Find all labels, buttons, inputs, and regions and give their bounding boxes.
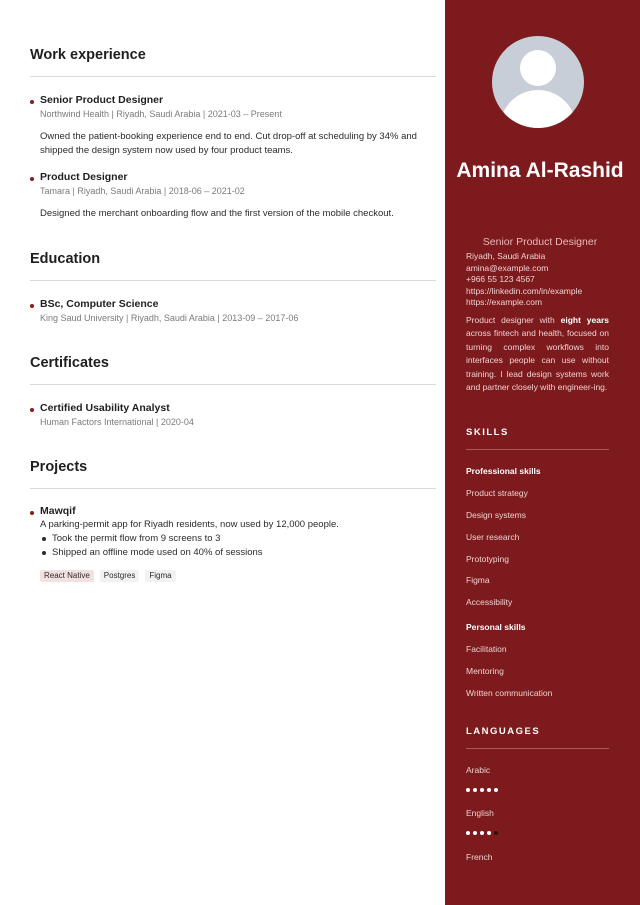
job-title: Product Designer — [40, 171, 128, 183]
skills-title: SKILLS — [466, 427, 509, 438]
skill-item: Facilitation — [466, 644, 507, 654]
bullet-icon — [30, 304, 34, 308]
level-dot-empty — [494, 831, 498, 835]
job-description: Owned the patient-booking experience end to end. Cut drop-off at scheduling by 34% and shipped the design system now used by four product teams. — [40, 131, 417, 156]
education-meta: King Saud University | Riyadh, Saudi Arabia | 2013-09 – 2017-06 — [40, 313, 299, 323]
list-item: Shipped an offline mode used on 40% of sessions — [40, 546, 436, 560]
skill-item: Accessibility — [466, 597, 513, 607]
skill-item: Mentoring — [466, 666, 504, 676]
avatar-head-icon — [520, 50, 556, 86]
level-dot-filled — [494, 788, 498, 792]
certificate-entry — [30, 401, 436, 429]
contact-info — [466, 251, 582, 309]
projects-section — [30, 456, 436, 580]
bio-text: Product designer with — [466, 315, 561, 325]
job-meta: Tamara | Riyadh, Saudi Arabia | 2018-06 – 2021-02 — [40, 186, 245, 196]
certificate-title: Certified Usability Analyst — [40, 402, 170, 414]
phone: +966 55 123 4567 — [466, 274, 535, 284]
education-section — [30, 248, 436, 323]
level-dot-filled — [487, 831, 491, 835]
certificate-meta: Human Factors International | 2020-04 — [40, 417, 194, 427]
language-name: French — [466, 852, 493, 862]
section-title: Education — [30, 251, 101, 267]
level-dot-filled — [480, 788, 484, 792]
work-experience-section — [30, 44, 436, 219]
languages-title: LANGUAGES — [466, 726, 541, 737]
language-level — [466, 788, 498, 792]
bio-text: across fintech and health, focused on turning complex workflows into interfaces people can use without training. I lead design systems work and partner closely with engineer-ing. — [466, 328, 609, 393]
bullet-icon — [30, 511, 34, 515]
section-title: Projects — [30, 459, 88, 475]
project-title: Mawqif — [40, 505, 76, 517]
divider — [466, 748, 609, 749]
bio-highlight: eight years — [560, 315, 609, 325]
avatar — [492, 36, 584, 128]
candidate-role: Senior Product Designer — [482, 236, 598, 248]
level-dot-filled — [466, 831, 470, 835]
job-title: Senior Product Designer — [40, 94, 164, 106]
tag: Postgres — [100, 570, 140, 582]
skill-item: Figma — [466, 575, 490, 585]
list-item: Took the permit flow from 9 screens to 3 — [40, 532, 436, 546]
degree-title: BSc, Computer Science — [40, 298, 159, 310]
project-summary: A parking-permit app for Riyadh residents, now used by 12,000 people. — [40, 519, 339, 530]
tech-tags — [40, 570, 436, 582]
work-entry — [30, 93, 436, 158]
sidebar — [445, 0, 640, 905]
education-entry — [30, 297, 436, 325]
bullet-icon — [30, 100, 34, 104]
skill-item: Design systems — [466, 510, 526, 520]
language-name: Arabic — [466, 765, 491, 775]
avatar-body-icon — [500, 90, 576, 128]
language-level — [466, 831, 498, 835]
job-meta: Northwind Health | Riyadh, Saudi Arabia | 2021-03 – Present — [40, 109, 282, 119]
language-name: English — [466, 808, 494, 818]
skill-item: User research — [466, 532, 520, 542]
level-dot-filled — [473, 788, 477, 792]
skill-group-title: Professional skills — [466, 466, 541, 476]
bio — [466, 314, 609, 394]
certificates-section — [30, 352, 436, 427]
location: Riyadh, Saudi Arabia — [466, 251, 546, 261]
email-link[interactable]: amina@example.com — [466, 262, 549, 273]
linkedin-link[interactable]: https://linkedin.com/in/example — [466, 285, 583, 296]
divider — [30, 488, 436, 489]
skill-item: Product strategy — [466, 488, 528, 498]
skill-item: Written communication — [466, 688, 553, 698]
skill-group-title: Personal skills — [466, 622, 526, 632]
section-title: Work experience — [30, 47, 146, 63]
skill-item: Prototyping — [466, 554, 509, 564]
website-link[interactable]: https://example.com — [466, 297, 543, 307]
tag: Figma — [145, 570, 175, 582]
job-description: Designed the merchant onboarding flow and the first version of the mobile checkout. — [40, 208, 394, 219]
section-title: Certificates — [30, 355, 109, 371]
candidate-name — [445, 156, 635, 185]
project-entry — [30, 504, 436, 582]
divider — [30, 280, 436, 281]
divider — [30, 384, 436, 385]
divider — [30, 76, 436, 77]
level-dot-filled — [473, 831, 477, 835]
tag: React Native — [40, 570, 94, 582]
bullet-icon — [30, 408, 34, 412]
level-dot-filled — [480, 831, 484, 835]
project-highlights — [40, 532, 436, 560]
level-dot-filled — [487, 788, 491, 792]
divider — [466, 449, 609, 450]
bullet-icon — [30, 177, 34, 181]
candidate-name-text: Amina Al-Rashid — [456, 159, 624, 182]
level-dot-filled — [466, 788, 470, 792]
work-entry — [30, 170, 436, 221]
